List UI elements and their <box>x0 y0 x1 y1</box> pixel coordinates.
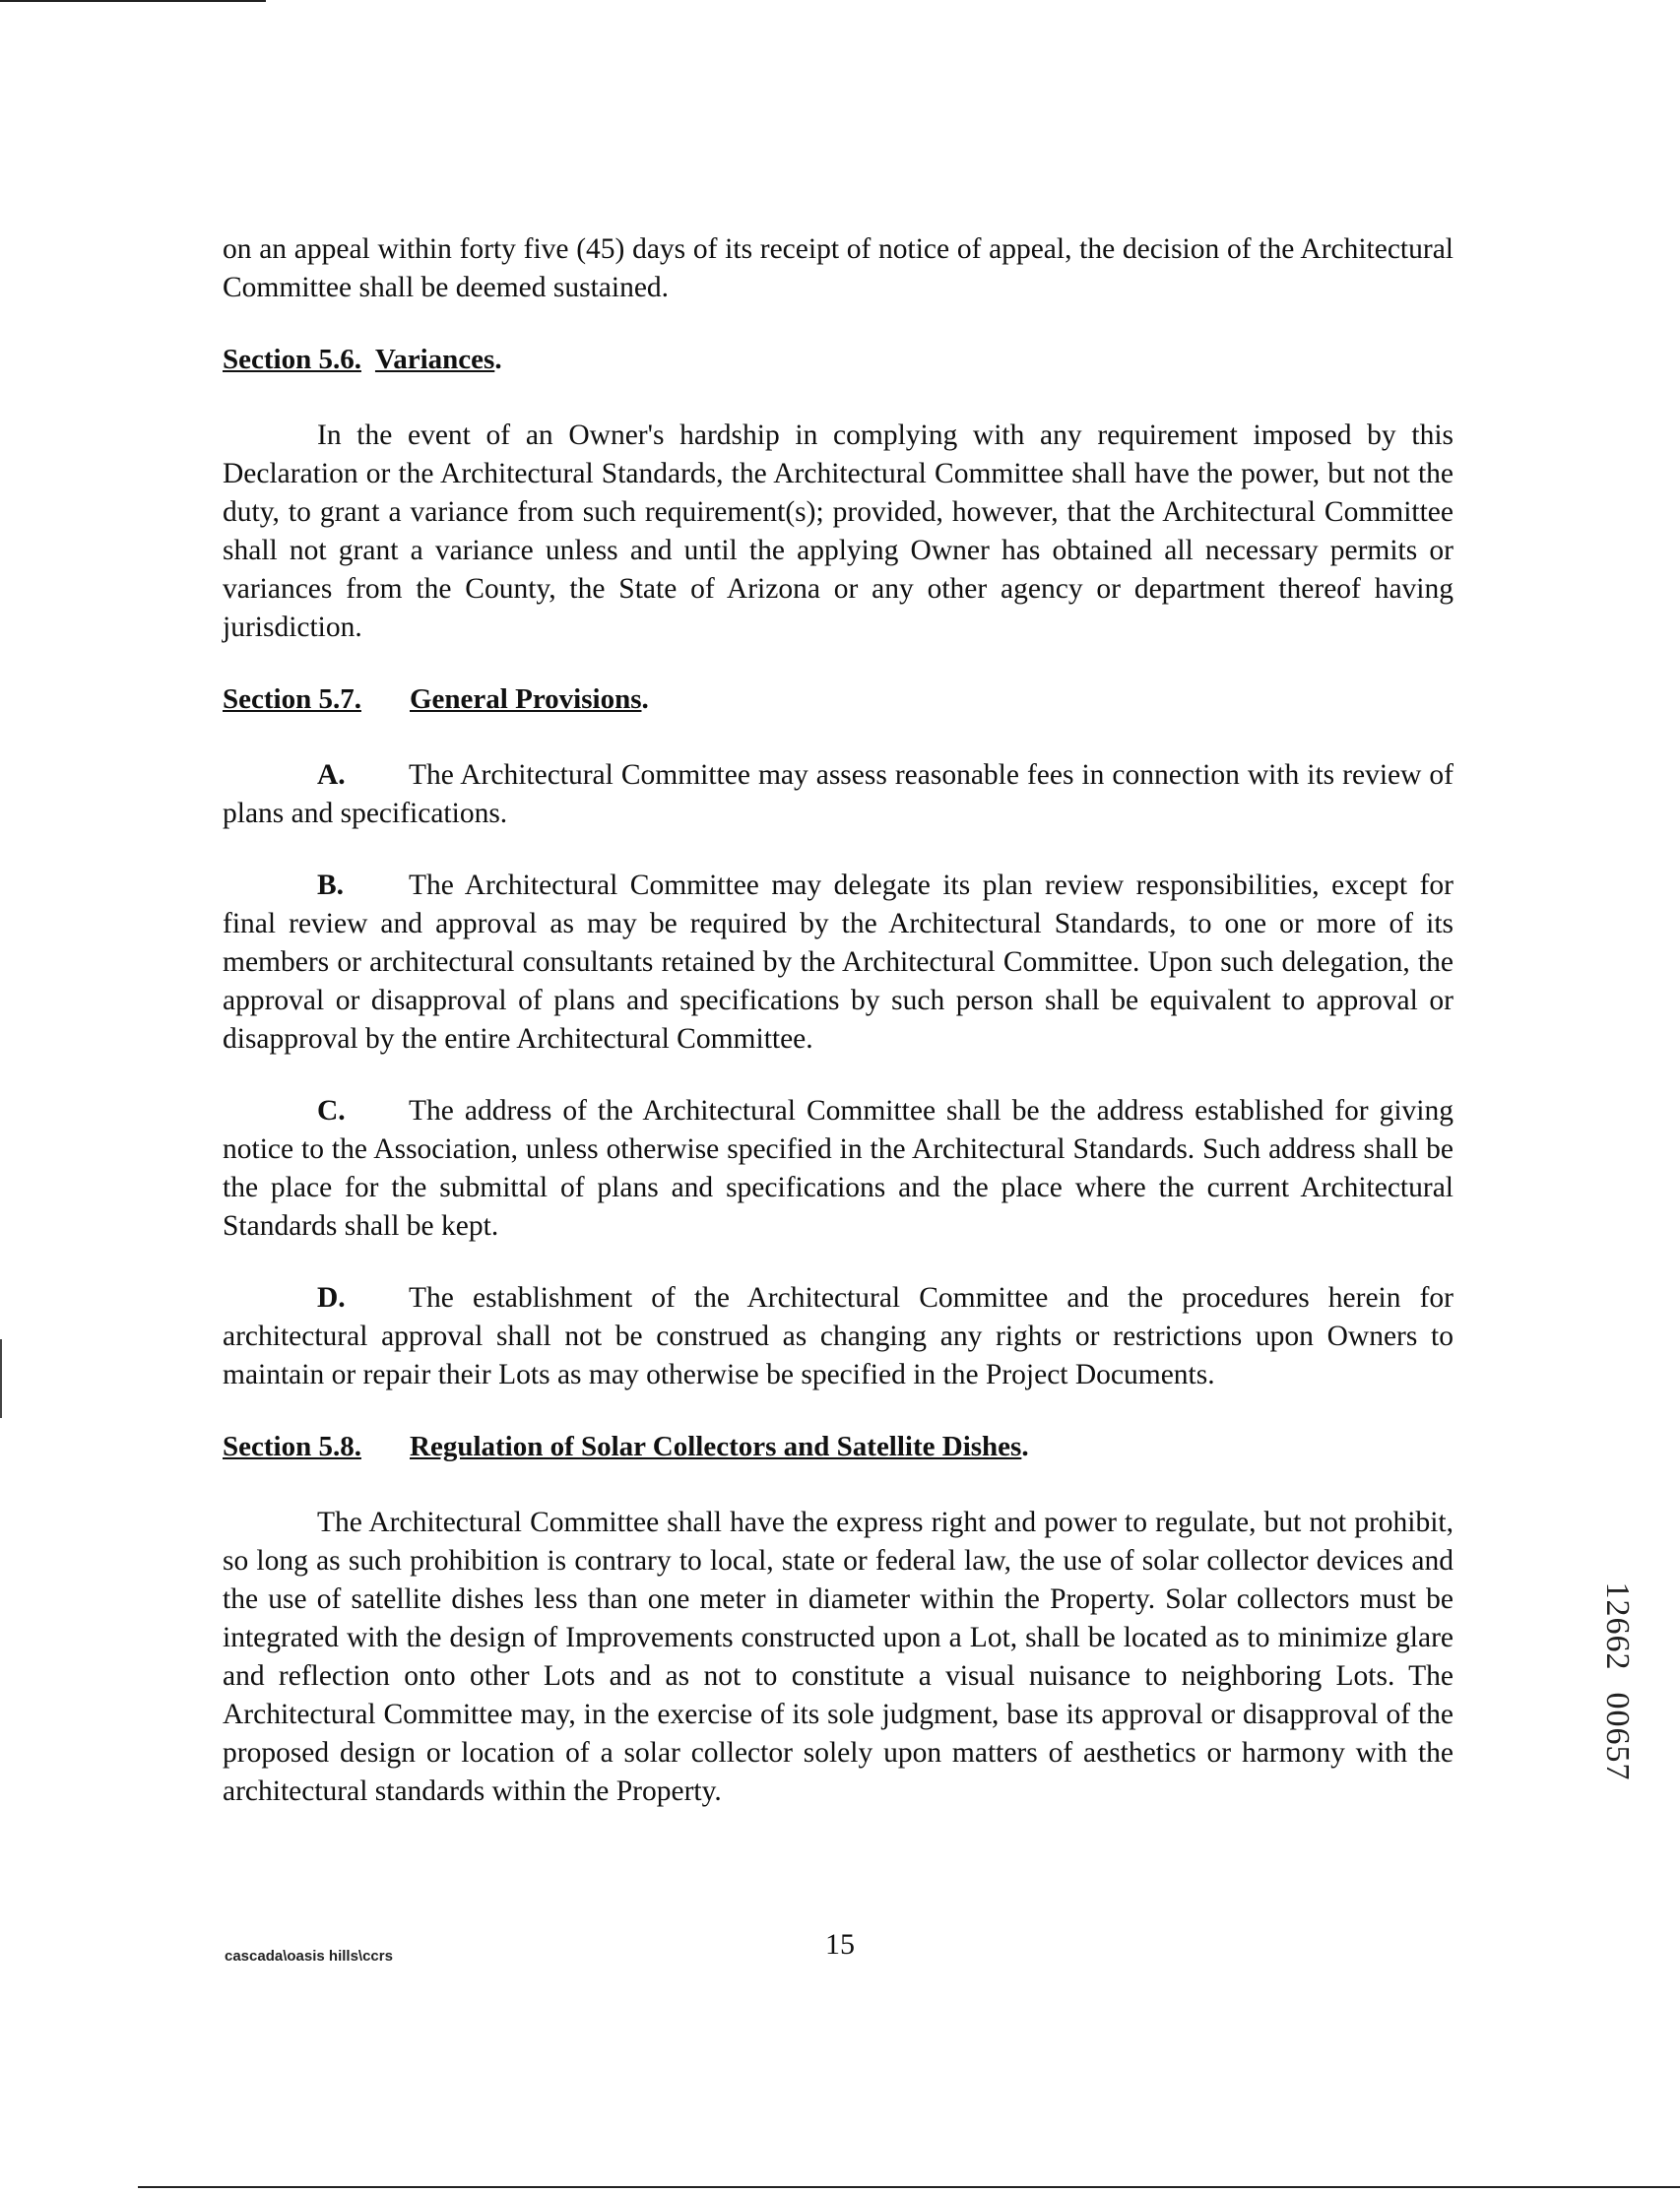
stamp-digit: 6 <box>1599 1727 1636 1745</box>
provision-item-b <box>223 867 1454 1059</box>
opening-paragraph: on an appeal within forty five (45) days of its receipt of notice of appeal, the decision of the Architectural Committee shall be deemed sustained. <box>223 233 1454 303</box>
stamp-digit: 6 <box>1599 1617 1636 1635</box>
section-body-variances: In the event of an Owner's hardship in complying with any requirement imposed by this Declaration or the Architectural Standards, the Architectural Committee shall have the power, but not the duty, to grant a variance from such requirement(s); provided, however, that the Architectural Committee shall not grant a variance unless and until the applying Owner has obtained all necessary permits or variances from the County, the State of Arizona or any other agency or department thereof having jurisdiction. <box>223 419 1454 643</box>
document-body <box>223 230 1454 1844</box>
recording-stamp-digits <box>1597 1581 1637 1780</box>
section-heading-5-7 <box>223 680 1454 719</box>
left-scan-edge <box>0 1339 2 1418</box>
provision-item-c <box>223 1092 1454 1246</box>
item-text: The Architectural Committee may delegate its plan review responsibilities, except for final review and approval as may be required by the Architectural Standards, to one or more of its members or architectural consultants retained by the Architectural Committee. Upon such delegation, the approval or disapproval of plans and specifications by such person shall be equivalent to approval or disapproval by the entire Architectural Committee. <box>223 870 1454 1055</box>
recording-stamp <box>1597 1581 1637 1780</box>
top-scan-edge <box>0 0 266 2</box>
item-text: The establishment of the Architectural Committee and the procedures herein for architectural approval shall not be construed as changing any rights or restrictions upon Owners to maintain or repair their Lots as may otherwise be specified in the Project Documents. <box>223 1282 1454 1390</box>
stamp-digit: 2 <box>1599 1599 1636 1617</box>
stamp-digit: 0 <box>1599 1692 1636 1710</box>
item-text: The Architectural Committee may assess reasonable fees in connection with its review of plans and specifications. <box>223 759 1454 829</box>
footer-file-path: cascada\oasis hills\ccrs <box>225 1948 393 1965</box>
stamp-digit: 1 <box>1599 1581 1636 1599</box>
stamp-digit: 5 <box>1599 1745 1636 1763</box>
bottom-scan-edge <box>138 2186 1680 2188</box>
item-letter: B. <box>317 870 345 901</box>
section-heading-5-8 <box>223 1428 1454 1466</box>
item-letter: C. <box>317 1095 346 1127</box>
section-number: Section 5.7. <box>223 683 361 715</box>
section-title: Variances <box>374 344 495 375</box>
provision-item-a <box>223 756 1454 833</box>
item-letter: A. <box>317 759 346 791</box>
stamp-digit: 7 <box>1599 1763 1636 1780</box>
heading-period: . <box>1021 1431 1029 1462</box>
section-number: Section 5.6. <box>223 344 361 375</box>
stamp-digit: 2 <box>1599 1652 1636 1670</box>
heading-period: . <box>494 344 502 375</box>
section-heading-5-6 <box>223 341 1454 379</box>
page-number: 15 <box>825 1928 855 1961</box>
stamp-digit: 0 <box>1599 1710 1636 1727</box>
section-number: Section 5.8. <box>223 1431 361 1462</box>
section-body-solar-collectors: The Architectural Committee shall have the express right and power to regulate, but not prohibit, so long as such prohibition is contrary to local, state or federal law, the use of solar collector devices and the use of satellite dishes less than one meter in diameter within the Property. Solar collectors must be integrated with the design of Improvements constructed upon a Lot, shall be located as to minimize glare and reflection onto other Lots and as not to constitute a visual nuisance to neighboring Lots. The Architectural Committee may, in the exercise of its sole judgment, base its approval or disapproval of the proposed design or location of a solar collector solely upon matters of aesthetics or harmony with the architectural standards within the Property. <box>223 1507 1454 1807</box>
heading-period: . <box>641 683 649 715</box>
item-letter: D. <box>317 1282 346 1314</box>
stamp-digit: 6 <box>1599 1635 1636 1652</box>
provision-item-d <box>223 1279 1454 1394</box>
item-text: The address of the Architectural Committee shall be the address established for giving notice to the Association, unless otherwise specified in the Architectural Standards. Such address shall be the place for the submittal of plans and specifications and the place where the current Architectural Standards shall be kept. <box>223 1095 1454 1242</box>
section-title: Regulation of Solar Collectors and Satellite Dishes <box>410 1431 1022 1462</box>
section-title: General Provisions <box>410 683 642 715</box>
